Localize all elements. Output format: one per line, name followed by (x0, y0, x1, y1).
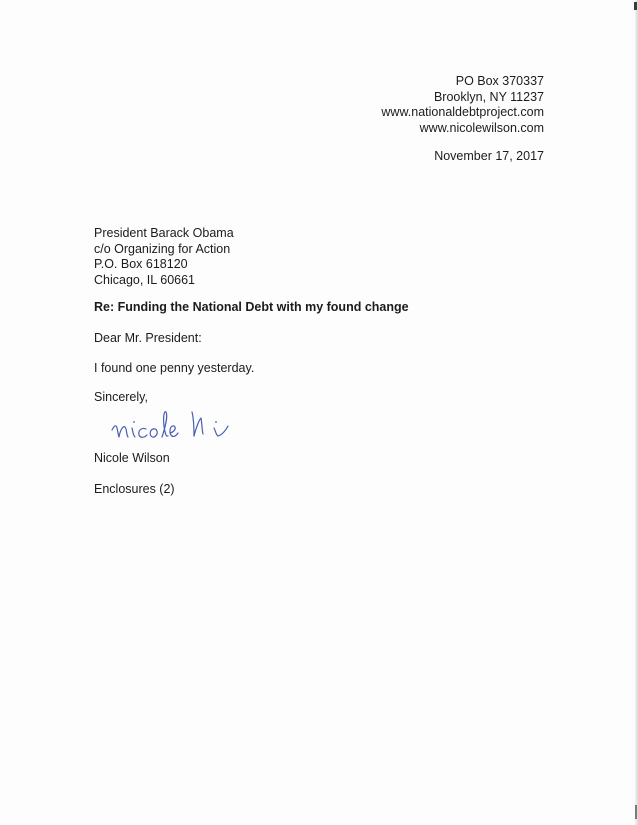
letter-body: I found one penny yesterday. (94, 361, 255, 375)
sender-address-block (381, 74, 544, 136)
recipient-name: President Barack Obama (94, 226, 234, 240)
letter-date: November 17, 2017 (434, 149, 544, 163)
sender-city-line: Brooklyn, NY 11237 (433, 89, 544, 104)
handwritten-signature-icon (110, 404, 280, 444)
closing: Sincerely, (94, 390, 148, 404)
recipient-line: Chicago, IL 60661 (94, 272, 196, 287)
sender-address-line: PO Box 370337 (455, 74, 544, 88)
signer-name: Nicole Wilson (94, 451, 170, 465)
scan-mark (634, 2, 637, 10)
salutation: Dear Mr. President: (94, 331, 202, 345)
recipient-line: c/o Organizing for Action (94, 241, 231, 256)
sender-website: www.nicolewilson.com (419, 120, 544, 135)
recipient-address-block (94, 226, 234, 288)
scan-mark (635, 805, 637, 819)
sender-website: www.nationaldebtproject.com (381, 105, 544, 119)
subject-line: Re: Funding the National Debt with my found change (94, 300, 409, 314)
enclosures-note: Enclosures (2) (94, 482, 175, 496)
recipient-line: P.O. Box 618120 (94, 257, 188, 271)
